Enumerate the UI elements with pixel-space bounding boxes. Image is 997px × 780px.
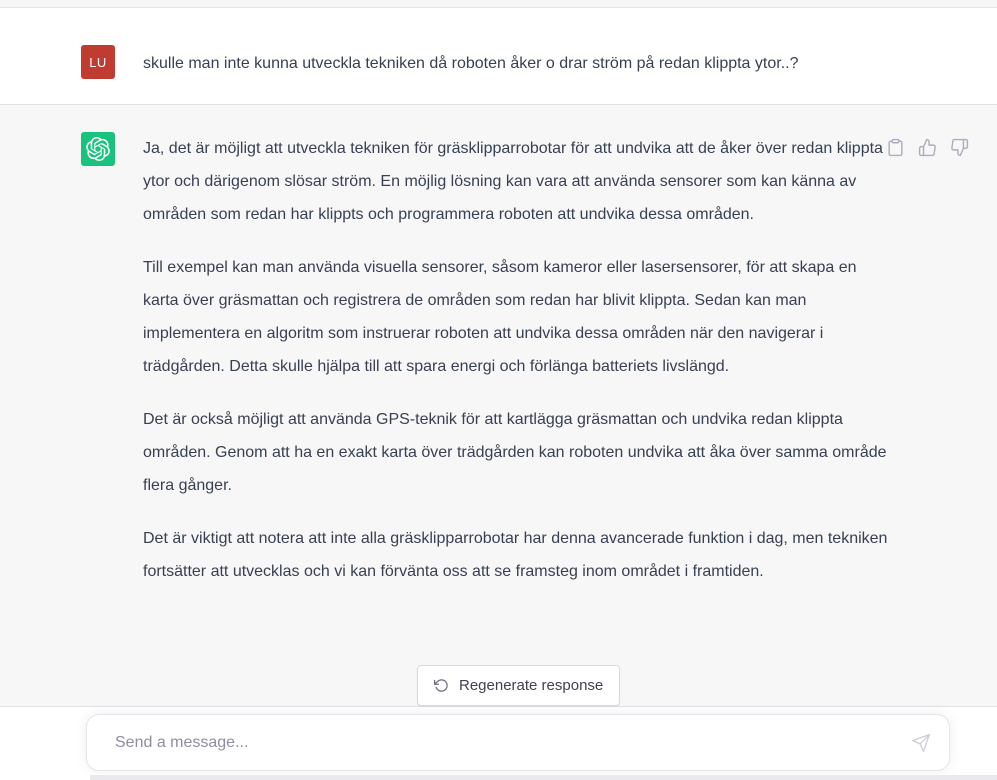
assistant-message [0, 104, 997, 707]
send-button[interactable] [909, 731, 933, 755]
paper-plane-icon [911, 733, 931, 753]
bottom-strip [90, 775, 997, 780]
regenerate-icon [434, 678, 449, 693]
openai-logo-icon [86, 137, 110, 161]
assistant-paragraph-4: Det är viktigt att notera att inte alla gräsklipparrobotar har denna avancerade funktion i dag, men tekniken fortsätter att utvecklas och vi kan förvänta oss att se framsteg inom området i framtiden. [143, 530, 888, 580]
copy-icon [886, 138, 905, 157]
assistant-paragraph-1: Ja, det är möjligt att utveckla tekniken för gräsklipparrobotar för att undvika att de åker över redan klippta ytor och därigenom slösar ström. En möjlig lösning kan vara att använda sensorer som kan känna av områden som redan har klippts och programmera roboten att undvika dessa områden. [143, 140, 883, 223]
previous-message-bottom-strip [0, 0, 997, 8]
thumbs-down-icon [950, 138, 969, 157]
regenerate-label: Regenerate response [459, 677, 604, 694]
user-message-text: skulle man inte kunna utveckla tekniken då roboten åker o drar ström på redan klippta ytor..? [143, 55, 799, 72]
user-message [0, 9, 997, 104]
thumbs-down-button[interactable] [950, 138, 969, 157]
composer-area [0, 708, 997, 780]
assistant-paragraph-3: Det är också möjligt att använda GPS-teknik för att kartlägga gräsmattan och undvika redan klippta områden. Genom att ha en exakt karta över trädgården kan roboten undvika att åka över samma område flera gånger. [143, 411, 887, 494]
user-avatar: LU [81, 45, 115, 79]
copy-button[interactable] [886, 138, 905, 157]
message-input[interactable] [87, 734, 949, 752]
message-actions [886, 138, 969, 157]
thumbs-up-icon [918, 138, 937, 157]
thumbs-up-button[interactable] [918, 138, 937, 157]
regenerate-response-button[interactable] [417, 665, 620, 706]
assistant-message-body [143, 132, 888, 588]
assistant-paragraph-2: Till exempel kan man använda visuella sensorer, såsom kameror eller lasersensorer, för att skapa en karta över gräsmattan och registrera de områden som redan har blivit klippta. Sedan kan man implementera en algoritm som instruerar roboten att undvika dessa områden när den navigerar i trädgården. Detta skulle hjälpa till att spara energi och förlänga batteriets livslängd. [143, 259, 857, 375]
chatgpt-avatar [81, 132, 115, 166]
message-input-box [86, 714, 950, 771]
